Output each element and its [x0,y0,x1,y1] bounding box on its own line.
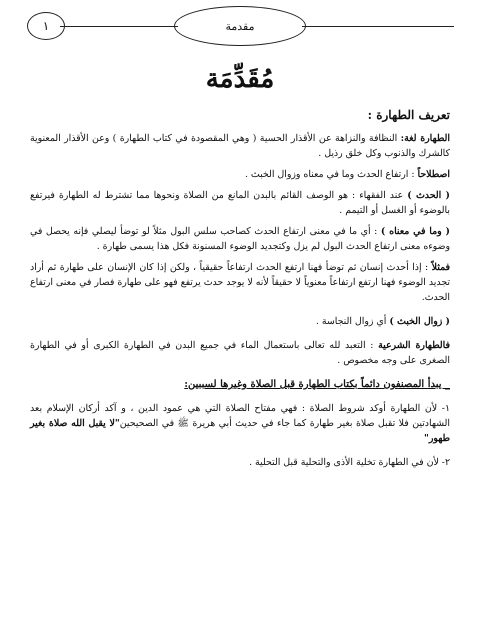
text-reason-two: ٢- لأن في الطهارة تخلية الأذى والتحلية قبل التحلية . [249,457,450,468]
body-text [30,108,450,476]
term-sharia-purity: فالطهارة الشرعية [378,340,451,351]
paragraph-reason-one [30,401,450,446]
subheading-two-reasons: _ يبدأ المصنفون دائماً بكتاب الطهارة قبل الصلاة وغيرها لسببين: [184,379,450,390]
term-hadath: ( الحدث ) [407,190,450,201]
text-sharia-purity: : التعبد لله تعالى باستعمال الماء في جميع البدن في الطهارة الكبرى أو في الطهارة الصغرى على وجه مخصوص . [30,340,450,366]
section-heading: تعريف الطهارة : [367,108,450,122]
text-khabath: أي زوال النجاسة . [315,316,390,327]
paragraph-example [30,260,450,305]
text-in-its-meaning: : أي ما في معنى ارتفاع الحدث كصاحب سلس البول مثلاً لو توضأ ليصلي فإنه يحصل في وضوءه معنى ارتفاع الحدث البول لم يزل وكتجديد الوضوء المسنونة فكل هذا يسمى طهارة . [30,226,450,252]
running-title: مقدمة [174,6,306,46]
paragraph-sharia-purity [30,338,450,368]
paragraph-khabath [30,314,450,329]
header-rule-left [60,26,178,27]
page-number: ١ [27,12,65,40]
term-khabath: ( زوال الخبث ) [389,316,450,327]
paragraph-two-reasons [30,377,450,392]
header-rule-right [302,26,454,27]
paragraph-technical-definition [30,167,450,182]
term-example: فمثلاً [431,262,450,273]
text-example: : إذا أحدث إنسان ثم توضأ فهنا ارتفع الحدث ارتفاعاً حقيقياً ، ولكن إذا كان الإنسان على طهارة ثم أراد تجديد الوضوء فهنا ارتفع ارتفاعاً معنوياً لا حقيقاً لأنه لا يوجد حدث يرتفع فهو على طهارة فصار في معنى ارتفاع الحدث. [30,262,450,303]
term-in-its-meaning: ( وما في معناه ) [380,226,450,237]
page-title: مُقَدِّمَة [205,64,275,94]
text-technical: : ارتفاع الحدث وما في معناه وزوال الخبث . [244,169,418,180]
text-reason-one: ١- لأن الطهارة أوكد شروط الصلاة : فهي مفتاح الصلاة التي هي عمود الدين ، و آكد أركان الإسلام بعد الشهادتين فلا تقبل صلاة بغير طهارة كما جاء في حديث أبي هريرة ﷺ في الصحيحين [30,403,450,429]
term-lexical: الطهارة لغة: [400,133,450,144]
paragraph-lexical-definition [30,131,450,161]
paragraph-in-its-meaning [30,224,450,254]
hadith-quote: "لا يقبل الله صلاة بغير طهور" [30,418,450,444]
text-hadath: عند الفقهاء : هو الوصف القائم بالبدن المانع من الصلاة ونحوها مما تشترط له الطهارة فيرتفع بالوضوء أو الغسل أو التيمم . [30,190,450,216]
paragraph-hadath [30,188,450,218]
paragraph-reason-two [30,455,450,470]
term-technical: اصطلاحاً [417,169,450,180]
text-lexical: النظافة والنزاهة عن الأقذار الحسية ( وهي المقصودة في كتاب الطهارة ) وعن الأقذار المعنوية كالشرك والذنوب وكل خلق رذيل . [30,133,450,159]
